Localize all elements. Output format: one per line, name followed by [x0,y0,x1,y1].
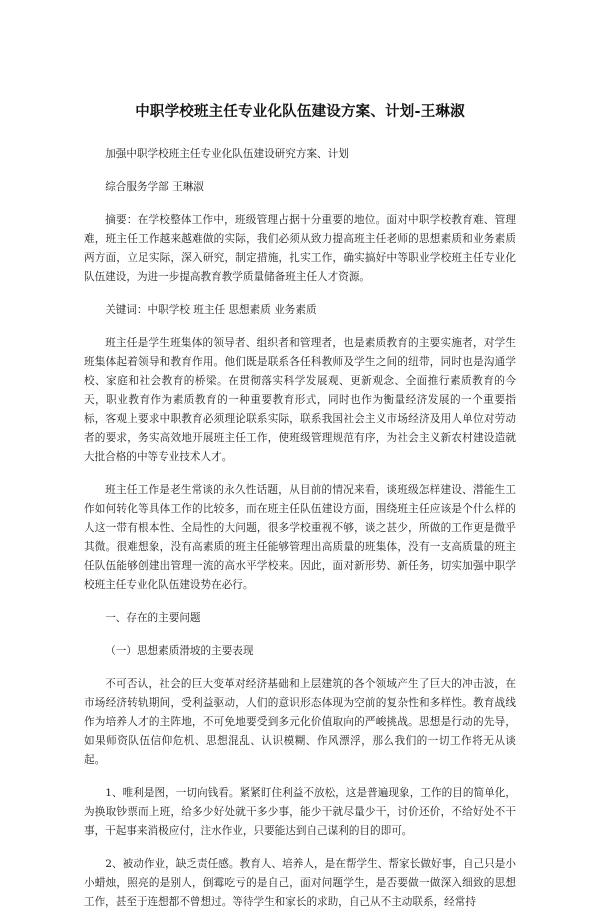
list-item: 2、被动作业，缺乏责任感。教育人、培养人，是在帮学生、帮家长做好事，自己只是小小蜡烛，照亮的是别人，倒霉吃亏的是自己，面对问题学生，是否要做一做深入细致的思想工作，甚至于连想都不曾想过。等待学生和家长的求助，自己从不主动联系，经常持 [84,858,516,908]
subsection-heading: （一）思想素质滑坡的主要表现 [105,645,254,657]
body-paragraph: 班主任是学生班集体的领导者、组织者和管理者，也是素质教育的主要实施者，对学生班集体起着领导和教育作用。他们既是联系各任科教师及学生之间的纽带，同时也是沟通学校、家庭和社会教育的桥梁。在贯彻落实科学发展观、更新观念、全面推行素质教育的今天，职业教育作为素质教育的一种重要教育形式，同时也作为衡量经济发展的一个重要指标，客观上要求中职教育必须理论联系实际，联系我国社会主义市场经济及用人单位对劳动者的要求，务实高效地开展班主任工作，使班级管理规范有序，为社会主义新农村建设造就大批合格的中等专业技术人才。 [84,337,516,463]
list-item: 1、唯利是图，一切向钱看。紧紧盯住利益不放松，这是普遍现象，工作的目的简单化，为换取钞票而上班，给多少好处就干多少事，能少干就尽量少干，讨价还价，不给好处不干事，干起事来消极应付，注水作业，只要能达到自己谋利的目的即可。 [84,787,516,837]
document-subtitle: 加强中职学校班主任专业化队伍建设研究方案、计划 [105,148,349,160]
body-paragraph: 不可否认，社会的巨大变革对经济基础和上层建筑的各个领域产生了巨大的冲击波，在市场经济转轨期间，受利益驱动，人们的意识形态体现为空前的复杂性和多样性。教育战线作为培养人才的主阵地，不可免地要受到多元化价值取向的严峻挑战。思想是行动的先导，如果师资队伍信仰危机、思想混乱、认识模糊、作风漂浮，那么我们的一切工作将无从谈起。 [84,678,516,766]
section-heading: 一、存在的主要问题 [105,612,201,624]
keywords-line: 关键词：中职学校 班主任 思想素质 业务素质 [105,304,317,316]
body-paragraph: 班主任工作是老生常谈的永久性话题，从目前的情况来看，谈班级怎样建设、潜能生工作如何转化等具体工作的比较多，而在班主任队伍建设方面，围绕班主任应该是个什么样的人这一带有根本性、全局性的大问题，很多学校重视不够，谈之甚少，所做的工作更是微乎其微。很难想象，没有高素质的班主任能够管理出高质量的班集体，没有一支高质量的班主任队伍能够创建出管理一流的高水平学校来。因此，面对新形势、新任务，切实加强中职学校班主任专业化队伍建设势在必行。 [84,484,516,591]
document-title: 中职学校班主任专业化队伍建设方案、计划-王琳淑 [135,104,465,120]
author-line: 综合服务学部 王琳淑 [105,181,204,193]
abstract-paragraph: 摘要：在学校整体工作中，班级管理占据十分重要的地位。面对中职学校教育难、管理难，班主任工作越来越难做的实际，我们必须从致力提高班主任老师的思想素质和业务素质两方面，立足实际，深入研究，制定措施，扎实工作，确实搞好中等职业学校班主任专业化队伍建设，为进一步提高教育教学质量储备班主任人才资源。 [84,214,516,283]
